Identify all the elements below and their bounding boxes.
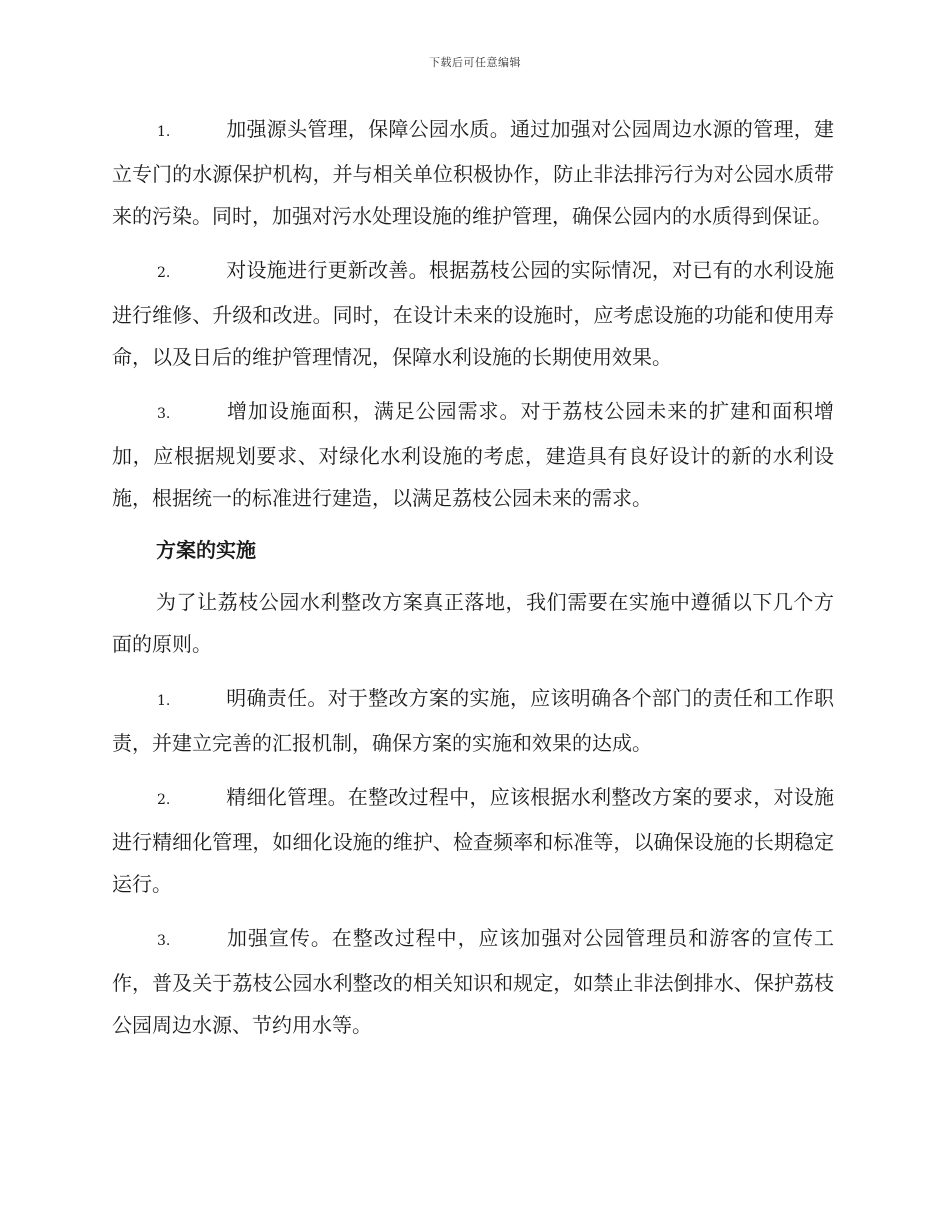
- list-item: [112, 108, 834, 237]
- page-header: 下载后可任意编辑: [429, 56, 521, 69]
- list-number: 3.: [157, 406, 171, 422]
- list-text: 精细化管理。在整改过程中，应该根据水利整改方案的要求，对设施进行精细化管理，如细化设施的维护、检查频率和标准等，以确保设施的长期稳定运行。: [112, 785, 834, 896]
- list-text: 增加设施面积，满足公园需求。对于荔枝公园未来的扩建和面积增加，应根据规划要求、对绿化水利设施的考虑，建造具有良好设计的新的水利设施，根据统一的标准进行建造，以满足荔枝公园未来的需求。: [112, 399, 834, 510]
- list-text: 加强源头管理，保障公园水质。通过加强对公园周边水源的管理，建立专门的水源保护机构，并与相关单位积极协作，防止非法排污行为对公园水质带来的污染。同时，加强对污水处理设施的维护管理，确保公园内的水质得到保证。: [112, 117, 834, 228]
- list-item: [112, 249, 834, 378]
- list-item: [112, 390, 834, 519]
- intro-paragraph: 为了让荔枝公园水利整改方案真正落地，我们需要在实施中遵循以下几个方面的原则。: [112, 590, 834, 656]
- document-body: [112, 108, 834, 1058]
- list-number: 2.: [157, 265, 171, 281]
- section-heading: 方案的实施: [156, 538, 256, 562]
- list-number: 2.: [157, 792, 171, 808]
- list-text: 明确责任。对于整改方案的实施，应该明确各个部门的责任和工作职责，并建立完善的汇报机制，确保方案的实施和效果的达成。: [112, 686, 834, 755]
- list-item: [112, 776, 834, 905]
- list-text: 对设施进行更新改善。根据荔枝公园的实际情况，对已有的水利设施进行维修、升级和改进。同时，在设计未来的设施时，应考虑设施的功能和使用寿命，以及日后的维护管理情况，保障水利设施的长期使用效果。: [112, 258, 834, 369]
- list-number: 1.: [157, 693, 171, 709]
- list-number: 1.: [157, 124, 171, 140]
- list-number: 3.: [157, 933, 171, 949]
- list-item: [112, 677, 834, 764]
- list-item: [112, 917, 834, 1046]
- list-text: 加强宣传。在整改过程中，应该加强对公园管理员和游客的宣传工作，普及关于荔枝公园水利整改的相关知识和规定，如禁止非法倒排水、保护荔枝公园周边水源、节约用水等。: [112, 926, 834, 1037]
